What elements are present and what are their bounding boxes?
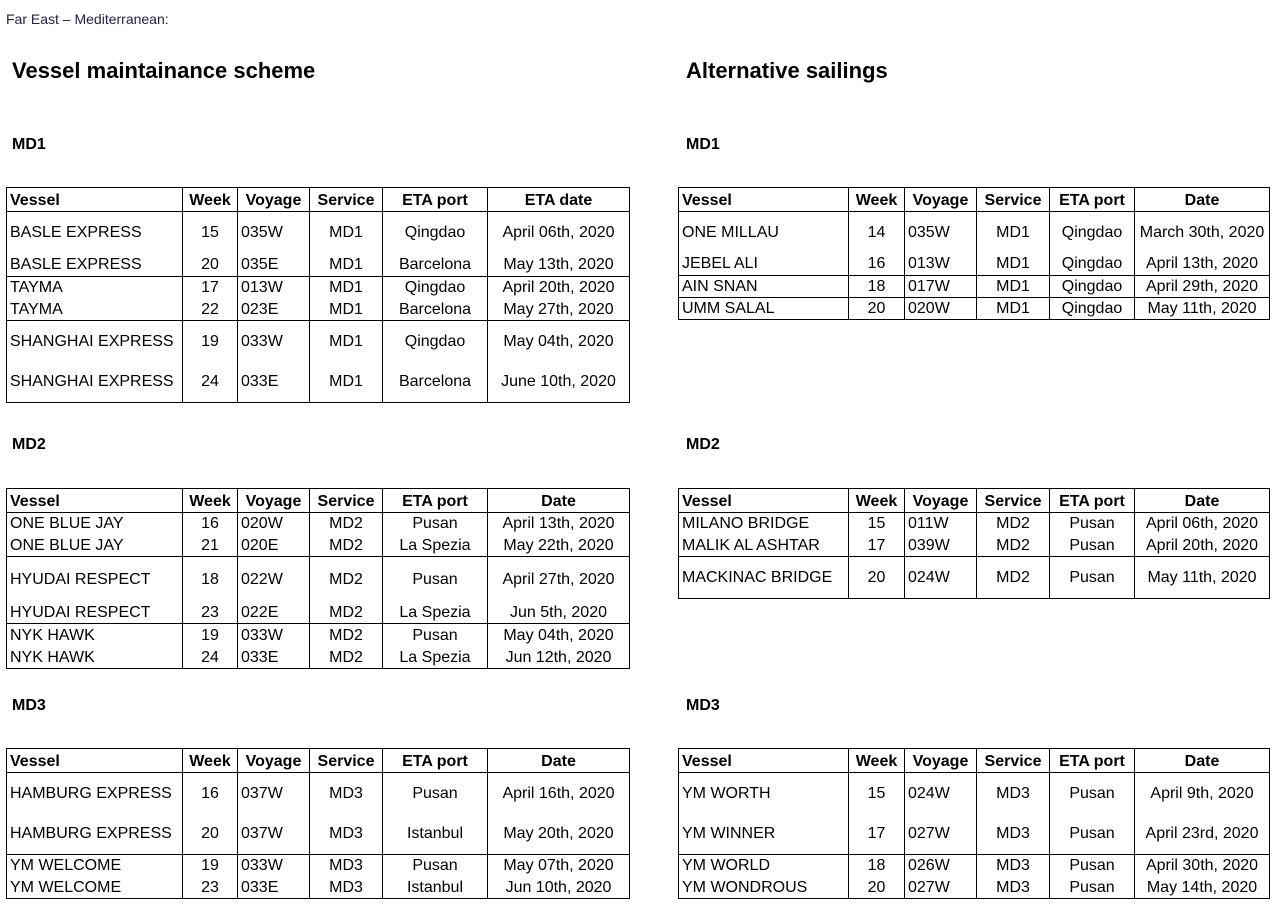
table-cell: 022W <box>238 557 310 602</box>
table-cell: MD3 <box>310 877 383 899</box>
table-cell: 20 <box>183 253 238 277</box>
table-cell: May 27th, 2020 <box>488 299 630 321</box>
table-row <box>679 212 1270 253</box>
table-cell: 033W <box>238 855 310 877</box>
table-cell: Jun 10th, 2020 <box>488 877 630 899</box>
table-cell: Istanbul <box>383 814 488 855</box>
table-cell: MD3 <box>310 814 383 855</box>
table-cell: MD2 <box>310 647 383 669</box>
right-heading: Alternative sailings <box>686 58 888 83</box>
md1-left-label: MD1 <box>12 136 46 153</box>
column-header: ETA port <box>383 188 488 212</box>
table-cell: April 23rd, 2020 <box>1135 814 1270 855</box>
table-cell: MD2 <box>977 535 1050 557</box>
column-header: Service <box>977 188 1050 212</box>
table-cell: 035W <box>238 212 310 253</box>
table-cell: Qingdao <box>1050 298 1135 320</box>
column-header: Service <box>977 749 1050 773</box>
table-cell: MALIK AL ASHTAR <box>679 535 849 557</box>
table-cell: May 22th, 2020 <box>488 535 630 557</box>
table-cell: 027W <box>905 814 977 855</box>
table-cell: AIN SNAN <box>679 276 849 298</box>
table-cell: 033W <box>238 624 310 647</box>
table-cell: BASLE EXPRESS <box>7 212 183 253</box>
table-cell: 17 <box>849 814 905 855</box>
table-cell: May 14th, 2020 <box>1135 877 1270 899</box>
table-cell: 16 <box>183 773 238 814</box>
table-cell: 013W <box>905 253 977 276</box>
table-cell: Pusan <box>383 624 488 647</box>
table-cell: April 06th, 2020 <box>488 212 630 253</box>
table-row <box>7 557 630 602</box>
table-cell: Qingdao <box>383 321 488 362</box>
table-header-row <box>7 749 630 773</box>
column-header: ETA port <box>383 489 488 513</box>
table-cell: 18 <box>849 276 905 298</box>
column-header: Voyage <box>238 188 310 212</box>
table-cell: HYUDAI RESPECT <box>7 557 183 602</box>
table-row <box>7 877 630 899</box>
table-cell: 020E <box>238 535 310 557</box>
table-cell: May 11th, 2020 <box>1135 557 1270 599</box>
table-cell: Barcelona <box>383 299 488 321</box>
table-cell: 20 <box>849 557 905 599</box>
table-cell: June 10th, 2020 <box>488 362 630 403</box>
table-cell: 013W <box>238 277 310 299</box>
column-header: Service <box>310 749 383 773</box>
table-row <box>7 814 630 855</box>
table-row <box>679 814 1270 855</box>
table-cell: 19 <box>183 855 238 877</box>
table-row <box>7 253 630 277</box>
table-cell: Qingdao <box>1050 276 1135 298</box>
table-cell: 22 <box>183 299 238 321</box>
table-header-row <box>679 489 1270 513</box>
table-cell: MD3 <box>977 814 1050 855</box>
table-cell: NYK HAWK <box>7 624 183 647</box>
column-header: Week <box>849 188 905 212</box>
table-cell: 19 <box>183 624 238 647</box>
table-row <box>7 773 630 814</box>
table-row <box>7 277 630 299</box>
table-cell: 24 <box>183 362 238 403</box>
table-cell: 15 <box>849 513 905 535</box>
md3-right-table <box>678 748 1270 899</box>
table-cell: MD3 <box>310 773 383 814</box>
table-cell: ONE MILLAU <box>679 212 849 253</box>
md3-right-label: MD3 <box>686 697 720 714</box>
column-header: Date <box>1135 188 1270 212</box>
table-cell: Barcelona <box>383 253 488 277</box>
table-cell: MD3 <box>977 773 1050 814</box>
table-cell: 19 <box>183 321 238 362</box>
table-cell: ONE BLUE JAY <box>7 513 183 535</box>
column-header: Vessel <box>7 188 183 212</box>
table-cell: MD1 <box>977 276 1050 298</box>
table-cell: 23 <box>183 877 238 899</box>
table-cell: 18 <box>849 855 905 877</box>
table-cell: MD2 <box>977 513 1050 535</box>
column-header: Week <box>183 188 238 212</box>
table-row <box>679 298 1270 320</box>
table-cell: NYK HAWK <box>7 647 183 669</box>
md3-left-table <box>6 748 630 899</box>
table-cell: Pusan <box>383 513 488 535</box>
page-title: Far East – Mediterranean: <box>6 11 169 27</box>
table-cell: Pusan <box>1050 535 1135 557</box>
table-cell: 033E <box>238 877 310 899</box>
table-cell: Pusan <box>383 855 488 877</box>
table-cell: La Spezia <box>383 535 488 557</box>
table-cell: 21 <box>183 535 238 557</box>
table-row <box>679 557 1270 599</box>
table-cell: MD1 <box>977 298 1050 320</box>
table-cell: MD2 <box>310 535 383 557</box>
table-cell: April 06th, 2020 <box>1135 513 1270 535</box>
table-cell: TAYMA <box>7 277 183 299</box>
table-cell: 16 <box>849 253 905 276</box>
table-cell: 24 <box>183 647 238 669</box>
column-header: Week <box>183 749 238 773</box>
table-cell: 20 <box>849 298 905 320</box>
table-cell: 020W <box>238 513 310 535</box>
table-cell: April 13th, 2020 <box>1135 253 1270 276</box>
table-cell: 033E <box>238 647 310 669</box>
table-cell: 039W <box>905 535 977 557</box>
table-row <box>679 535 1270 557</box>
column-header: Voyage <box>905 188 977 212</box>
table-cell: JEBEL ALI <box>679 253 849 276</box>
table-cell: Pusan <box>1050 855 1135 877</box>
column-header: Week <box>183 489 238 513</box>
table-row <box>679 253 1270 276</box>
left-heading: Vessel maintainance scheme <box>12 58 316 83</box>
table-cell: Qingdao <box>1050 212 1135 253</box>
column-header: Voyage <box>238 749 310 773</box>
table-cell: BASLE EXPRESS <box>7 253 183 277</box>
table-cell: 037W <box>238 814 310 855</box>
table-row <box>7 624 630 647</box>
column-header: Vessel <box>679 489 849 513</box>
table-cell: 027W <box>905 877 977 899</box>
table-cell: 023E <box>238 299 310 321</box>
table-cell: Qingdao <box>383 212 488 253</box>
table-cell: 033W <box>238 321 310 362</box>
table-cell: 017W <box>905 276 977 298</box>
column-header: Date <box>1135 489 1270 513</box>
table-cell: 14 <box>849 212 905 253</box>
table-cell: MD1 <box>977 253 1050 276</box>
table-cell: Qingdao <box>383 277 488 299</box>
table-cell: MD3 <box>310 855 383 877</box>
table-cell: 20 <box>183 814 238 855</box>
table-cell: 035W <box>905 212 977 253</box>
table-header-row <box>679 749 1270 773</box>
table-header-row <box>7 489 630 513</box>
md2-left-table <box>6 488 630 669</box>
column-header: Vessel <box>7 489 183 513</box>
column-header: Week <box>849 749 905 773</box>
column-header: Vessel <box>679 749 849 773</box>
table-header-row <box>7 188 630 212</box>
table-cell: MD2 <box>310 602 383 624</box>
table-cell: YM WELCOME <box>7 877 183 899</box>
table-cell: May 07th, 2020 <box>488 855 630 877</box>
table-cell: Pusan <box>1050 513 1135 535</box>
md1-left-table <box>6 187 630 403</box>
table-cell: March 30th, 2020 <box>1135 212 1270 253</box>
table-cell: 033E <box>238 362 310 403</box>
table-cell: MD1 <box>310 299 383 321</box>
column-header: Date <box>1135 749 1270 773</box>
table-cell: SHANGHAI EXPRESS <box>7 321 183 362</box>
table-cell: 17 <box>183 277 238 299</box>
table-cell: May 13th, 2020 <box>488 253 630 277</box>
md1-right-table <box>678 187 1270 320</box>
table-cell: 037W <box>238 773 310 814</box>
table-row <box>7 321 630 362</box>
table-cell: Istanbul <box>383 877 488 899</box>
column-header: Date <box>488 749 630 773</box>
table-cell: La Spezia <box>383 602 488 624</box>
table-cell: MD1 <box>310 253 383 277</box>
table-row <box>7 647 630 669</box>
table-cell: MD1 <box>310 212 383 253</box>
table-cell: 23 <box>183 602 238 624</box>
table-cell: YM WORLD <box>679 855 849 877</box>
table-cell: May 04th, 2020 <box>488 321 630 362</box>
table-cell: MACKINAC BRIDGE <box>679 557 849 599</box>
table-cell: 024W <box>905 557 977 599</box>
table-cell: Pusan <box>1050 557 1135 599</box>
column-header: Voyage <box>238 489 310 513</box>
column-header: Week <box>849 489 905 513</box>
table-cell: HAMBURG EXPRESS <box>7 814 183 855</box>
md2-left-label: MD2 <box>12 436 46 453</box>
table-cell: April 13th, 2020 <box>488 513 630 535</box>
table-cell: April 30th, 2020 <box>1135 855 1270 877</box>
table-cell: MD1 <box>310 277 383 299</box>
column-header: Date <box>488 489 630 513</box>
md2-right-table <box>678 488 1270 599</box>
table-cell: May 20th, 2020 <box>488 814 630 855</box>
table-row <box>679 513 1270 535</box>
column-header: ETA port <box>383 749 488 773</box>
table-cell: YM WONDROUS <box>679 877 849 899</box>
table-cell: MD2 <box>310 624 383 647</box>
table-row <box>7 212 630 253</box>
table-cell: MD2 <box>310 557 383 602</box>
table-row <box>7 535 630 557</box>
table-cell: MD1 <box>310 362 383 403</box>
table-cell: SHANGHAI EXPRESS <box>7 362 183 403</box>
table-cell: 16 <box>183 513 238 535</box>
table-cell: 035E <box>238 253 310 277</box>
table-cell: MD3 <box>977 855 1050 877</box>
table-cell: 022E <box>238 602 310 624</box>
table-cell: April 29th, 2020 <box>1135 276 1270 298</box>
table-cell: April 20th, 2020 <box>1135 535 1270 557</box>
table-row <box>7 855 630 877</box>
table-cell: Pusan <box>1050 814 1135 855</box>
table-cell: La Spezia <box>383 647 488 669</box>
table-row <box>7 299 630 321</box>
table-cell: April 9th, 2020 <box>1135 773 1270 814</box>
column-header: ETA port <box>1050 489 1135 513</box>
column-header: Vessel <box>7 749 183 773</box>
table-header-row <box>679 188 1270 212</box>
table-cell: 18 <box>183 557 238 602</box>
table-cell: 024W <box>905 773 977 814</box>
table-cell: YM WINNER <box>679 814 849 855</box>
table-cell: TAYMA <box>7 299 183 321</box>
table-cell: Pusan <box>383 557 488 602</box>
table-row <box>7 362 630 403</box>
table-row <box>679 877 1270 899</box>
table-cell: April 27th, 2020 <box>488 557 630 602</box>
column-header: Service <box>310 188 383 212</box>
table-cell: YM WELCOME <box>7 855 183 877</box>
column-header: ETA date <box>488 188 630 212</box>
table-cell: Pusan <box>1050 773 1135 814</box>
table-cell: MD3 <box>977 877 1050 899</box>
md2-right-label: MD2 <box>686 436 720 453</box>
column-header: Voyage <box>905 749 977 773</box>
table-cell: Qingdao <box>1050 253 1135 276</box>
table-cell: Pusan <box>1050 877 1135 899</box>
table-cell: 020W <box>905 298 977 320</box>
table-cell: April 20th, 2020 <box>488 277 630 299</box>
table-cell: 15 <box>849 773 905 814</box>
table-cell: Pusan <box>383 773 488 814</box>
column-header: ETA port <box>1050 749 1135 773</box>
table-cell: 011W <box>905 513 977 535</box>
table-cell: Jun 5th, 2020 <box>488 602 630 624</box>
table-cell: UMM SALAL <box>679 298 849 320</box>
table-cell: MD1 <box>977 212 1050 253</box>
table-cell: 20 <box>849 877 905 899</box>
column-header: Voyage <box>905 489 977 513</box>
table-cell: Jun 12th, 2020 <box>488 647 630 669</box>
table-row <box>679 855 1270 877</box>
column-header: Vessel <box>679 188 849 212</box>
table-cell: ONE BLUE JAY <box>7 535 183 557</box>
table-row <box>679 773 1270 814</box>
column-header: Service <box>977 489 1050 513</box>
table-row <box>679 276 1270 298</box>
table-cell: April 16th, 2020 <box>488 773 630 814</box>
table-cell: MD1 <box>310 321 383 362</box>
md3-left-label: MD3 <box>12 697 46 714</box>
table-row <box>7 513 630 535</box>
column-header: ETA port <box>1050 188 1135 212</box>
column-header: Service <box>310 489 383 513</box>
table-cell: Barcelona <box>383 362 488 403</box>
table-cell: May 11th, 2020 <box>1135 298 1270 320</box>
table-row <box>7 602 630 624</box>
table-cell: MD2 <box>977 557 1050 599</box>
table-cell: 15 <box>183 212 238 253</box>
md1-right-label: MD1 <box>686 136 720 153</box>
table-cell: YM WORTH <box>679 773 849 814</box>
table-cell: 026W <box>905 855 977 877</box>
table-cell: MD2 <box>310 513 383 535</box>
table-cell: HYUDAI RESPECT <box>7 602 183 624</box>
table-cell: May 04th, 2020 <box>488 624 630 647</box>
table-cell: 17 <box>849 535 905 557</box>
table-cell: MILANO BRIDGE <box>679 513 849 535</box>
table-cell: HAMBURG EXPRESS <box>7 773 183 814</box>
